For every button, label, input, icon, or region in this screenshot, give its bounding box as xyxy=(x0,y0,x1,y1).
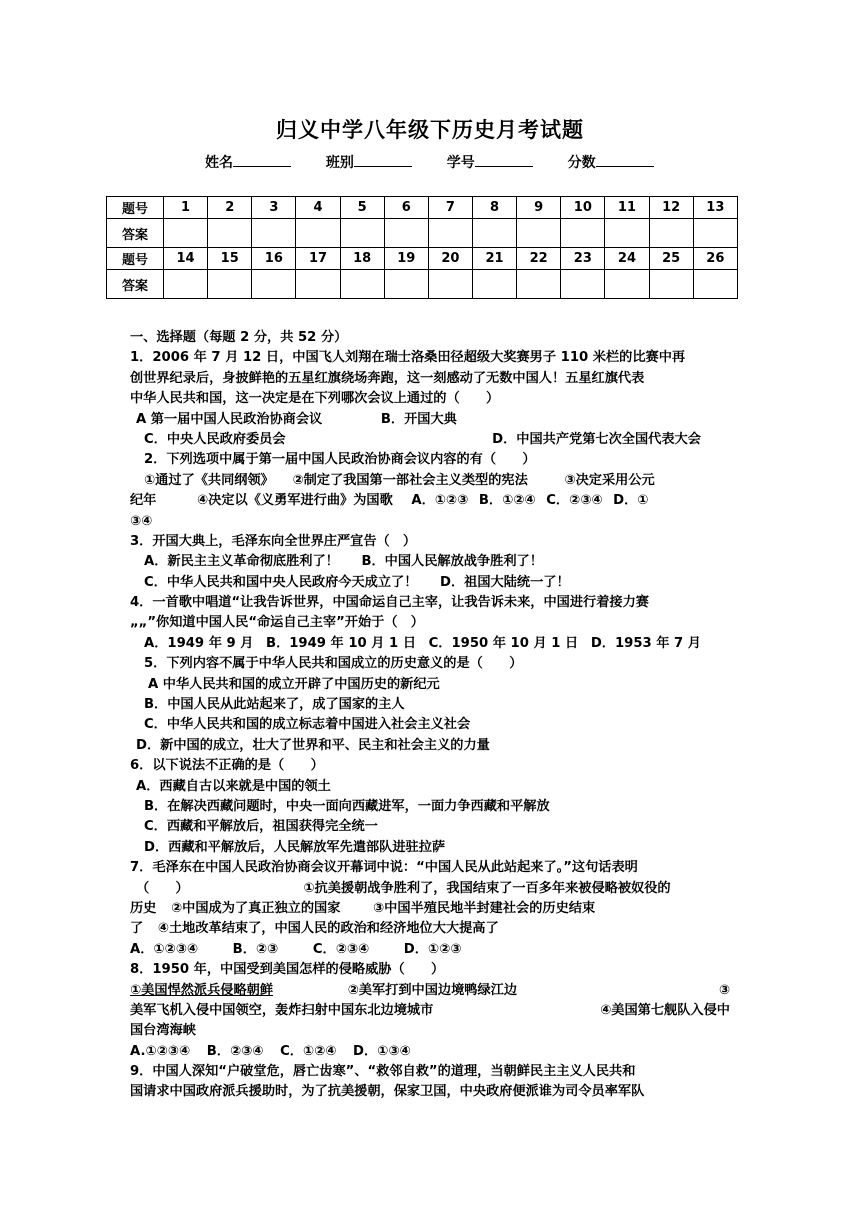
question-2-line: 2．下列选项中属于第一届中国人民政治协商会议内容的有（ ） xyxy=(144,452,536,468)
question-number: 18 xyxy=(340,248,384,270)
question-1-options xyxy=(130,430,736,450)
answer-cell[interactable] xyxy=(472,270,516,299)
answer-cell[interactable] xyxy=(649,270,693,299)
question-8-items xyxy=(130,1001,736,1021)
question-4-line: „„”你知道中国人民“命运自己主宰”开始于（ ） xyxy=(130,615,424,631)
answer-cell[interactable] xyxy=(428,270,472,299)
option-c: C．西藏和平解放后，祖国获得完全统一 xyxy=(144,819,378,835)
item-3-cont: 了 xyxy=(130,921,144,937)
item-3-cont: 纪年 xyxy=(130,493,157,509)
row-label: 答案 xyxy=(107,270,164,299)
question-4-line: 4．一首歌中唱道“让我告诉世界，中国命运自己主宰，让我告诉未来，中国进行着接力赛 xyxy=(130,595,649,611)
option-d: D．中国共产党第七次全国代表大会 xyxy=(492,431,701,447)
question-number: 25 xyxy=(649,248,693,270)
question-3-line: 3．开国大典上，毛泽东向全世界庄严宣告（ ） xyxy=(130,533,417,549)
question-number: 15 xyxy=(208,248,252,270)
option-a: A．西藏自古以来就是中国的领土 xyxy=(136,778,331,794)
option-c: C．中央人民政府委员会 xyxy=(144,431,286,447)
option-d: D．①③④ xyxy=(353,1043,411,1059)
option-d: D．① xyxy=(613,493,649,509)
item-1: ①美国悍然派兵侵略朝鲜 xyxy=(130,982,274,998)
item-4: ④土地改革结束了，中国人民的政治和经济地位大大提高了 xyxy=(157,921,499,937)
question-number: 7 xyxy=(428,197,472,219)
answer-cell[interactable] xyxy=(693,270,737,299)
option-a: A 中华人民共和国的成立开辟了中国历史的新纪元 xyxy=(148,676,440,692)
answer-cell[interactable] xyxy=(605,219,649,248)
item-3-cont: 美军飞机入侵中国领空，轰炸扫射中国东北边境城市 xyxy=(130,1002,434,1018)
option-c: C．1950 年 10 月 1 日 xyxy=(428,635,579,651)
question-number: 11 xyxy=(605,197,649,219)
number-label: 学号 xyxy=(446,155,475,171)
question-number: 23 xyxy=(561,248,605,270)
question-number: 2 xyxy=(208,197,252,219)
option-c: C．②③④ xyxy=(312,941,370,957)
item-3: ③决定采用公元 xyxy=(564,472,655,488)
question-body xyxy=(130,328,736,1103)
answer-row xyxy=(107,219,738,248)
question-number: 13 xyxy=(693,197,737,219)
option-d: D．新中国的成立，壮大了世界和平、民主和社会主义的力量 xyxy=(136,737,490,753)
name-label: 姓名 xyxy=(205,155,233,171)
question-number: 3 xyxy=(252,197,296,219)
question-5-line: 5．下列内容不属于中华人民共和国成立的历史意义的是（ ） xyxy=(144,656,523,672)
score-blank[interactable] xyxy=(596,152,654,167)
answer-cell[interactable] xyxy=(208,270,252,299)
question-2-items xyxy=(130,471,736,491)
answer-cell[interactable] xyxy=(340,219,384,248)
option-b: B．①②④ xyxy=(478,493,536,509)
row-label: 答案 xyxy=(107,219,164,248)
answer-paren: （ ） xyxy=(136,880,189,896)
answer-cell[interactable] xyxy=(517,219,561,248)
item-3: ③ xyxy=(718,982,730,998)
item-1: ①通过了《共同纲领》 xyxy=(144,472,274,488)
item-4: ④美国第七舰队入侵中 xyxy=(600,1002,730,1018)
answer-cell[interactable] xyxy=(561,219,605,248)
question-8-options xyxy=(130,1042,736,1062)
option-d: D．西藏和平解放后，人民解放军先遣部队进驻拉萨 xyxy=(144,839,446,855)
question-number: 12 xyxy=(649,197,693,219)
answer-cell[interactable] xyxy=(164,219,208,248)
answer-cell[interactable] xyxy=(164,270,208,299)
answer-cell[interactable] xyxy=(517,270,561,299)
answer-cell[interactable] xyxy=(428,219,472,248)
answer-table xyxy=(106,196,738,299)
question-8-line: 8．1950 年，中国受到美国怎样的侵略威胁（ ） xyxy=(130,962,445,978)
number-blank[interactable] xyxy=(475,152,533,167)
question-6-line: 6．以下说法不正确的是（ ） xyxy=(130,758,324,774)
question-1-line: 创世界纪录后，身披鲜艳的五星红旗绕场奔跑，这一刻感动了无数中国人！五星红旗代表 xyxy=(130,370,645,386)
option-a: A．①②③④ xyxy=(130,941,199,957)
option-b: B．②③ xyxy=(232,941,279,957)
question-number: 5 xyxy=(340,197,384,219)
student-info-line xyxy=(205,152,654,172)
question-number: 16 xyxy=(252,248,296,270)
class-label: 班别 xyxy=(325,155,354,171)
answer-cell[interactable] xyxy=(384,219,428,248)
question-7-items xyxy=(130,919,736,939)
item-1-cont: 历史 xyxy=(130,900,157,916)
option-a: A.①②③④ xyxy=(130,1043,191,1059)
section-heading: 一、选择题（每题 2 分，共 52 分） xyxy=(130,330,348,345)
answer-cell[interactable] xyxy=(252,219,296,248)
answer-cell[interactable] xyxy=(472,219,516,248)
question-number: 6 xyxy=(384,197,428,219)
question-2-items xyxy=(130,491,736,511)
question-number: 19 xyxy=(384,248,428,270)
item-2: ②制定了我国第一部社会主义类型的宪法 xyxy=(292,472,528,488)
question-3-options xyxy=(130,573,736,593)
question-number: 10 xyxy=(561,197,605,219)
question-9-line: 国请求中国政府派兵援助时，为了抗美援朝，保家卫国，中央政府便派谁为司令员率军队 xyxy=(130,1084,645,1100)
class-blank[interactable] xyxy=(354,152,412,167)
option-d: D．祖国大陆统一了！ xyxy=(440,574,570,590)
question-7-items xyxy=(130,879,736,899)
option-c: C．②③④ xyxy=(546,493,603,509)
option-a: A．新民主主义革命彻底胜利了！ xyxy=(144,554,339,570)
page-title: 归义中学八年级下历史月考试题 xyxy=(276,118,584,142)
score-label: 分数 xyxy=(567,155,596,171)
item-2: ②美军打到中国边境鸭绿江边 xyxy=(347,982,518,998)
answer-row xyxy=(107,270,738,299)
question-number: 22 xyxy=(517,248,561,270)
question-number: 8 xyxy=(472,197,516,219)
question-number: 14 xyxy=(164,248,208,270)
option-b: B．中国人民从此站起来了，成了国家的主人 xyxy=(144,697,405,713)
item-2: ②中国成为了真正独立的国家 xyxy=(170,900,341,916)
answer-cell[interactable] xyxy=(296,270,340,299)
option-b: B．②③④ xyxy=(206,1043,264,1059)
row-label: 题号 xyxy=(107,248,164,270)
question-number-row xyxy=(107,197,738,219)
answer-cell[interactable] xyxy=(384,270,428,299)
question-1-line: 1．2006 年 7 月 12 日，中国飞人刘翔在瑞士洛桑田径超级大奖赛男子 110 米栏的比赛中再 xyxy=(130,350,686,366)
option-d: D．①②③ xyxy=(403,941,462,957)
answer-cell[interactable] xyxy=(208,219,252,248)
question-1-line: 中华人民共和国，这一决定是在下列哪次会议上通过的（ ） xyxy=(130,391,500,407)
question-2-line: ③④ xyxy=(130,513,153,529)
question-number: 17 xyxy=(296,248,340,270)
question-3-options xyxy=(130,552,736,572)
answer-cell[interactable] xyxy=(296,219,340,248)
answer-cell[interactable] xyxy=(340,270,384,299)
option-b: B．开国大典 xyxy=(380,411,457,427)
option-c: C．中华人民共和国的成立标志着中国进入社会主义社会 xyxy=(144,717,471,733)
question-7-options xyxy=(130,940,736,960)
option-a: A．1949 年 9 月 xyxy=(144,635,254,651)
answer-cell[interactable] xyxy=(693,219,737,248)
item-3: ③中国半殖民地半封建社会的历史结束 xyxy=(372,900,596,916)
question-8-line: 国台湾海峡 xyxy=(130,1023,196,1039)
question-9-line: 9．中国人深知“户破堂危，唇亡齿寒”、“救邻自救”的道理，当朝鲜民主主义人民共和 xyxy=(130,1064,636,1080)
option-a: A 第一届中国人民政治协商会议 xyxy=(136,411,323,427)
question-number: 1 xyxy=(164,197,208,219)
option-b: B．1949 年 10 月 1 日 xyxy=(266,635,417,651)
answer-cell[interactable] xyxy=(252,270,296,299)
option-c: C．中华人民共和国中央人民政府今天成立了！ xyxy=(144,574,418,590)
option-b: B．在解决西藏问题时，中央一面向西藏进军，一面力争西藏和平解放 xyxy=(144,798,550,814)
question-number: 9 xyxy=(517,197,561,219)
option-a: A．①②③ xyxy=(411,493,469,509)
question-number: 20 xyxy=(428,248,472,270)
question-4-options xyxy=(130,634,736,654)
answer-cell[interactable] xyxy=(649,219,693,248)
question-number: 4 xyxy=(296,197,340,219)
question-8-items xyxy=(130,981,736,1001)
question-number: 26 xyxy=(693,248,737,270)
question-number: 21 xyxy=(472,248,516,270)
option-d: D．1953 年 7 月 xyxy=(590,635,701,651)
question-7-line: 7．毛泽东在中国人民政治协商会议开幕词中说：“中国人民从此站起来了。”这句话表明 xyxy=(130,860,638,876)
question-1-options xyxy=(130,410,736,430)
name-blank[interactable] xyxy=(233,152,291,167)
option-c: C．①②④ xyxy=(280,1043,337,1059)
item-1: ①抗美援朝战争胜利了，我国结束了一百多年来被侵略被奴役的 xyxy=(303,880,671,896)
question-number-row xyxy=(107,248,738,270)
option-b: B．中国人民解放战争胜利了！ xyxy=(361,554,543,570)
question-number: 24 xyxy=(605,248,649,270)
item-4: ④决定以《义勇军进行曲》为国歌 xyxy=(196,493,393,509)
answer-cell[interactable] xyxy=(561,270,605,299)
answer-cell[interactable] xyxy=(605,270,649,299)
row-label: 题号 xyxy=(107,197,164,219)
question-7-items xyxy=(130,899,736,919)
